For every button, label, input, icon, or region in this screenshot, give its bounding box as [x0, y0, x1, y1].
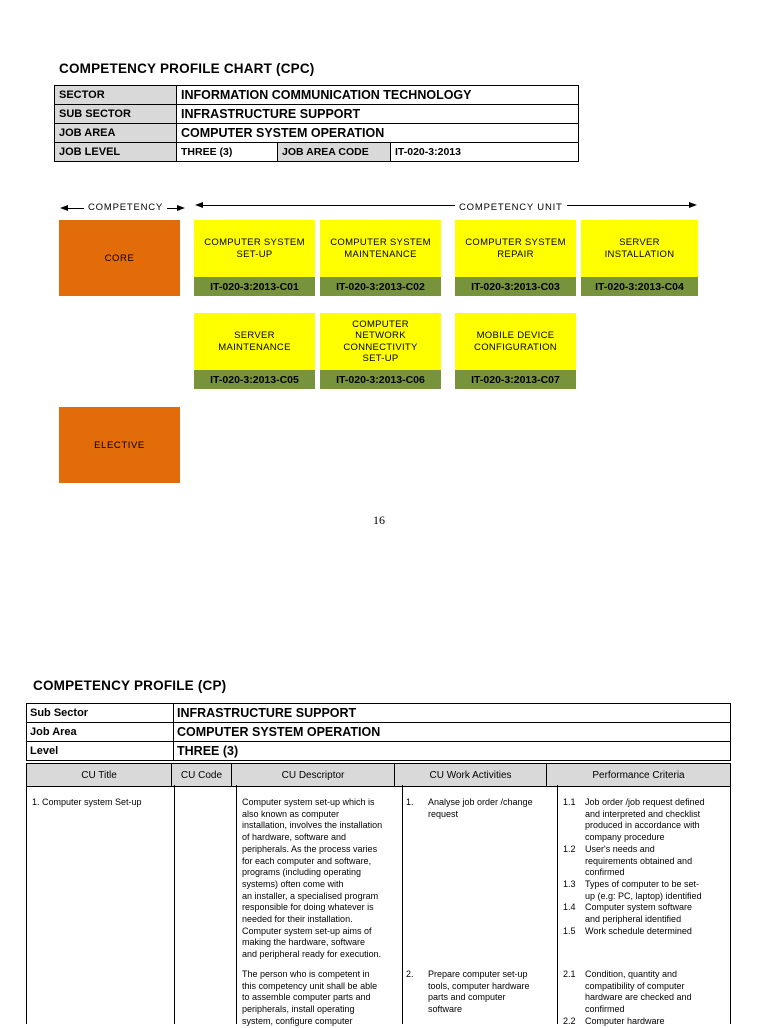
cu-descriptor-p2 — [242, 969, 404, 1028]
core-box — [59, 220, 180, 296]
descriptor-line: of hardware, software and — [242, 832, 347, 843]
descriptor-line: Computer system set-up aims of — [242, 925, 372, 936]
unit-c03 — [455, 220, 576, 296]
descriptor-line: needed for their installation. — [242, 914, 353, 925]
descriptor-line: systems) often come with — [242, 878, 344, 889]
criteria-line: up (e.g: PC, laptop) identified — [585, 890, 702, 901]
unit-title: COMPUTER SYSTEM MAINTENANCE — [320, 220, 441, 277]
descriptor-line: programs (including operating — [242, 867, 362, 878]
elective-box — [59, 407, 180, 483]
activity-number: 2. — [406, 969, 414, 979]
criteria-number: 1.5 — [563, 925, 576, 936]
unit-c01 — [194, 220, 315, 296]
cp-subsector-label: Sub Sector — [27, 704, 174, 723]
jobarea-label: JOB AREA — [55, 124, 177, 143]
unit-code: IT-020-3:2013-C06 — [320, 370, 441, 389]
criteria-line: Job order /job request defined — [585, 797, 705, 807]
descriptor-line: to assemble computer parts and — [242, 992, 371, 1003]
cp-jobarea-value: COMPUTER SYSTEM OPERATION — [174, 723, 731, 742]
descriptor-line: peripherals. As the process varies — [242, 843, 378, 854]
criteria-number: 2.2 — [563, 1015, 576, 1026]
descriptor-line: an installer, a specialised program — [242, 890, 379, 901]
sector-value: INFORMATION COMMUNICATION TECHNOLOGY — [177, 86, 579, 105]
header-performance-criteria: Performance Criteria — [547, 764, 731, 787]
criteria-line: Computer system software — [585, 902, 693, 913]
cp-title: COMPETENCY PROFILE (CP) — [33, 678, 227, 693]
cp-jobarea-label: Job Area — [27, 723, 174, 742]
criteria-number: 1.2 — [563, 843, 576, 854]
cp-level-label: Level — [27, 742, 174, 761]
criteria-group-1 — [563, 797, 729, 937]
criteria-line: hardware are checked and — [585, 992, 692, 1003]
descriptor-line: installation, involves the installation — [242, 820, 383, 831]
criteria-line: Types of computer to be set- — [585, 878, 700, 889]
cp-column-headers — [26, 763, 731, 787]
criteria-number: 1.1 — [563, 797, 576, 807]
joblevel-value: THREE (3) — [177, 143, 278, 162]
competency-unit-label: COMPETENCY UNIT — [455, 202, 567, 213]
criteria-line: Work schedule determined — [585, 925, 692, 936]
unit-c05 — [194, 313, 315, 389]
unit-title: SERVER MAINTENANCE — [194, 313, 315, 370]
cp-subsector-value: INFRASTRUCTURE SUPPORT — [174, 704, 731, 723]
activity-line: software — [428, 1004, 463, 1015]
unit-c06 — [320, 313, 441, 389]
descriptor-line: also known as computer — [242, 808, 340, 819]
descriptor-line: and peripheral ready for execution. — [242, 949, 382, 960]
activity-line: parts and computer — [428, 992, 506, 1003]
criteria-line: company procedure — [585, 832, 665, 843]
criteria-line: Condition, quantity and — [585, 969, 678, 979]
criteria-line: confirmed — [585, 867, 625, 878]
criteria-line: requirements obtained and — [585, 855, 693, 866]
criteria-line: and interpreted and checklist — [585, 808, 701, 819]
criteria-line: and peripheral identified — [585, 914, 682, 925]
jobareacode-value: IT-020-3:2013 — [391, 143, 579, 162]
criteria-number: 1.4 — [563, 902, 576, 913]
header-cu-title: CU Title — [27, 764, 172, 787]
descriptor-line: The person who is competent in — [242, 969, 370, 979]
header-cu-work-activities: CU Work Activities — [395, 764, 547, 787]
unit-code: IT-020-3:2013-C04 — [581, 277, 698, 296]
criteria-number: 2.1 — [563, 969, 576, 979]
unit-code: IT-020-3:2013-C02 — [320, 277, 441, 296]
unit-title: COMPUTER SYSTEM SET-UP — [194, 220, 315, 277]
unit-title: COMPUTER SYSTEM REPAIR — [455, 220, 576, 277]
unit-code: IT-020-3:2013-C05 — [194, 370, 315, 389]
subsector-value: INFRASTRUCTURE SUPPORT — [177, 105, 579, 124]
descriptor-line: system, configure computer — [242, 1015, 353, 1026]
activity-line: request — [428, 808, 459, 819]
descriptor-line: peripherals, install operating — [242, 1004, 355, 1015]
joblevel-label: JOB LEVEL — [55, 143, 177, 162]
jobarea-value: COMPUTER SYSTEM OPERATION — [177, 124, 579, 143]
unit-title: SERVER INSTALLATION — [581, 220, 698, 277]
cu-descriptor-p1 — [242, 797, 404, 961]
core-label: CORE — [104, 252, 135, 264]
cpc-title: COMPETENCY PROFILE CHART (CPC) — [59, 61, 315, 76]
cp-level-value: THREE (3) — [174, 742, 731, 761]
elective-label: ELECTIVE — [94, 439, 145, 451]
unit-c07 — [455, 313, 576, 389]
descriptor-line: this competency unit shall be able — [242, 980, 378, 991]
header-cu-descriptor: CU Descriptor — [232, 764, 395, 787]
descriptor-line: making the hardware, software — [242, 937, 366, 948]
cp-info-table — [26, 703, 731, 761]
header-cu-code: CU Code — [172, 764, 232, 787]
subsector-label: SUB SECTOR — [55, 105, 177, 124]
cpc-info-table — [54, 85, 579, 162]
page-number: 16 — [373, 513, 385, 527]
criteria-group-2 — [563, 969, 729, 1028]
competency-label: COMPETENCY — [84, 202, 167, 213]
descriptor-line: for each computer and software, — [242, 855, 372, 866]
activity-line: Prepare computer set-up — [428, 969, 528, 979]
unit-c04 — [581, 220, 698, 296]
unit-c02 — [320, 220, 441, 296]
unit-code: IT-020-3:2013-C01 — [194, 277, 315, 296]
work-activity-2 — [406, 969, 556, 1016]
criteria-number: 1.3 — [563, 878, 576, 889]
activity-number: 1. — [406, 797, 414, 807]
cu-title-cell: 1. Computer system Set-up — [32, 797, 142, 807]
criteria-line: produced in accordance with — [585, 820, 700, 831]
descriptor-line: Computer system set-up which is — [242, 797, 375, 807]
descriptor-line: responsible for doing whatever is — [242, 902, 374, 913]
unit-code: IT-020-3:2013-C03 — [455, 277, 576, 296]
unit-title: MOBILE DEVICE CONFIGURATION — [455, 313, 576, 370]
unit-code: IT-020-3:2013-C07 — [455, 370, 576, 389]
sector-label: SECTOR — [55, 86, 177, 105]
criteria-line: User's needs and — [585, 843, 655, 854]
criteria-line: Computer hardware — [585, 1015, 665, 1026]
activity-line: Analyse job order /change — [428, 797, 533, 807]
activity-line: tools, computer hardware — [428, 980, 530, 991]
criteria-line: confirmed — [585, 1004, 625, 1015]
jobareacode-label: JOB AREA CODE — [278, 143, 391, 162]
criteria-line: compatibility of computer — [585, 980, 685, 991]
work-activity-1 — [406, 797, 556, 820]
unit-title: COMPUTER NETWORK CONNECTIVITY SET-UP — [320, 313, 441, 370]
